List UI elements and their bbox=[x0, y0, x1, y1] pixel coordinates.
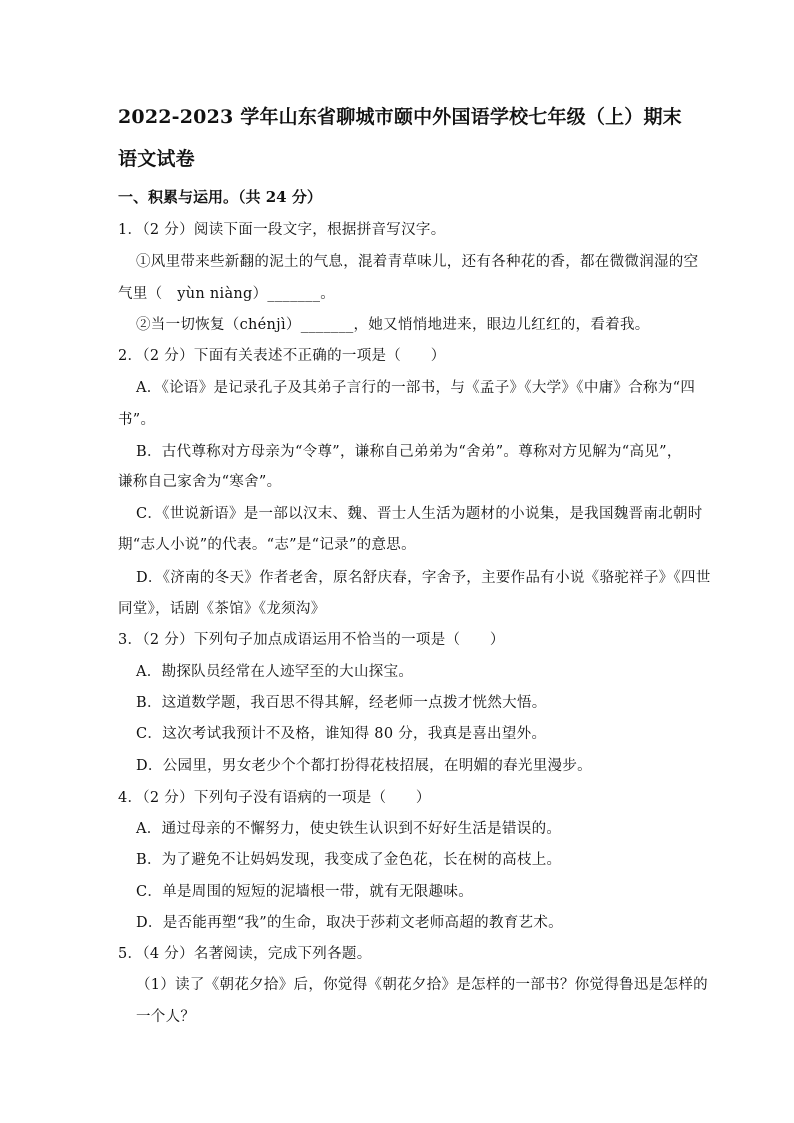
question-1-passage-1-line1: ①风里带来些新翻的泥土的气息，混着青草味儿，还有各种花的香，都在微微润湿的空 bbox=[136, 254, 699, 270]
question-1-passage-1-line2: 气里（ yùn niàng）_______。 bbox=[118, 286, 336, 302]
question-2-option-d-line1: D．《济南的冬天》作者老舍，原名舒庆春，字舍予，主要作品有小说《骆驼祥子》《四世 bbox=[136, 570, 711, 586]
question-2-stem: 2．（2 分）下面有关表述不正确的一项是（ ） bbox=[118, 348, 446, 364]
question-4-option-a: A．通过母亲的不懈努力，使史铁生认识到不好好生活是错误的。 bbox=[136, 821, 562, 837]
question-3-option-d: D．公园里，男女老少个个都打扮得花枝招展，在明媚的春光里漫步。 bbox=[136, 758, 592, 774]
question-3-stem: 3．（2 分）下列句子加点成语运用不恰当的一项是（ ） bbox=[118, 632, 505, 648]
question-2-option-b-line1: B．古代尊称对方母亲为“令尊”，谦称自己弟弟为“舍弟”。尊称对方见解为“高见”， bbox=[136, 444, 682, 460]
question-2-option-c-line2: 期“志人小说”的代表。“志”是“记录”的意思。 bbox=[118, 537, 416, 553]
question-1-stem: 1．（2 分）阅读下面一段文字，根据拼音写汉字。 bbox=[118, 222, 446, 238]
question-4-stem: 4．（2 分）下列句子没有语病的一项是（ ） bbox=[118, 790, 431, 806]
question-2-option-c-line1: C．《世说新语》是一部以汉末、魏、晋士人生活为题材的小说集，是我国魏晋南北朝时 bbox=[136, 506, 703, 522]
section-heading: 一、积累与运用。（共 24 分） bbox=[118, 188, 322, 206]
question-4-option-b: B．为了避免不让妈妈发现，我变成了金色花，长在树的高枝上。 bbox=[136, 852, 562, 868]
question-5-sub-1-line1: （1）读了《朝花夕拾》后，你觉得《朝花夕拾》是怎样的一部书？你觉得鲁迅是怎样的 bbox=[136, 977, 708, 993]
question-3-option-c: C．这次考试我预计不及格，谁知得 80 分，我真是喜出望外。 bbox=[136, 726, 547, 742]
exam-title-line1: 2022-2023 学年山东省聊城市颐中外国语学校七年级（上）期末 bbox=[118, 106, 682, 128]
question-2-option-a-line1: A．《论语》是记录孔子及其弟子言行的一部书，与《孟子》《大学》《中庸》合称为“四 bbox=[136, 380, 696, 396]
question-3-option-a: A．勘探队员经常在人迹罕至的大山探宝。 bbox=[136, 664, 414, 680]
question-3-option-b: B．这道数学题，我百思不得其解，经老师一点拨才恍然大悟。 bbox=[136, 695, 547, 711]
question-5-stem: 5．（4 分）名著阅读，完成下列各题。 bbox=[118, 946, 372, 962]
question-4-option-d: D．是否能再塑“我”的生命，取决于莎莉文老师高超的教育艺术。 bbox=[136, 915, 563, 931]
question-5-sub-1-line2: 一个人？ bbox=[136, 1009, 196, 1025]
question-2-option-d-line2: 同堂》，话剧《茶馆》《龙须沟》 bbox=[118, 601, 326, 617]
exam-title-line2: 语文试卷 bbox=[118, 148, 195, 170]
question-2-option-b-line2: 谦称自己家舍为“寒舍”。 bbox=[118, 474, 282, 490]
question-2-option-a-line2: 书”。 bbox=[118, 412, 156, 428]
question-1-passage-2: ②当一切恢复（chénjì）_______，她又悄悄地进来，眼边儿红红的，看着我。 bbox=[136, 317, 650, 333]
question-4-option-c: C．单是周围的短短的泥墙根一带，就有无限趣味。 bbox=[136, 884, 473, 900]
